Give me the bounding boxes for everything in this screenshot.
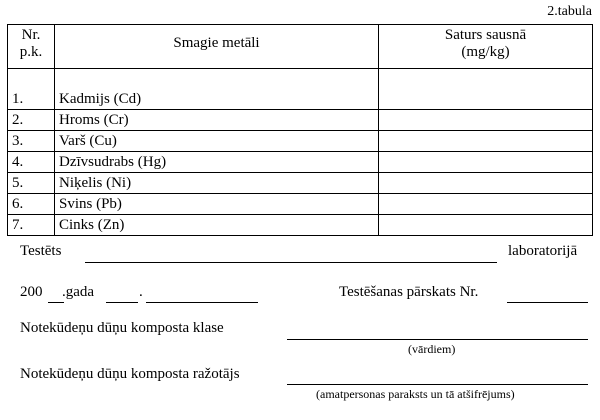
row-value-cell[interactable] (379, 152, 593, 173)
laboratory-name-field[interactable] (85, 262, 497, 263)
row-value-cell[interactable] (379, 194, 593, 215)
day-field[interactable] (106, 302, 138, 303)
table-row (8, 131, 593, 152)
header-metals-label: Smagie metāli (173, 35, 260, 51)
row-metal: Kadmijs (Cd) (55, 69, 379, 110)
header-metals (55, 25, 379, 69)
row-nr: 7. (8, 215, 55, 236)
row-value-cell[interactable] (379, 69, 593, 110)
class-note: (vārdiem) (408, 342, 456, 356)
date-gada: .gada (62, 284, 95, 300)
producer-label: Notekūdeņu dūņu komposta ražotājs (20, 366, 240, 382)
tested-label: Testēts (20, 243, 62, 259)
year-field[interactable] (48, 302, 64, 303)
row-metal: Cinks (Zn) (55, 215, 379, 236)
date-prefix: 200 (20, 284, 43, 300)
row-nr: 4. (8, 152, 55, 173)
row-metal: Varš (Cu) (55, 131, 379, 152)
table-row (8, 152, 593, 173)
table-header-row (8, 25, 593, 69)
header-nr-line1: Nr. (21, 27, 41, 43)
table-row (8, 173, 593, 194)
month-field[interactable] (146, 302, 258, 303)
row-nr: 1. (8, 69, 55, 110)
row-value-cell[interactable] (379, 110, 593, 131)
heavy-metals-table (7, 24, 593, 236)
producer-signature-field[interactable] (287, 384, 588, 385)
date-dot: . (139, 284, 143, 300)
header-content-line1: Saturs sausnā (444, 27, 527, 43)
report-label: Testēšanas pārskats Nr. (339, 284, 479, 300)
row-nr: 5. (8, 173, 55, 194)
row-nr: 2. (8, 110, 55, 131)
table-caption: 2.tabula (547, 4, 592, 19)
header-nr-line2: p.k. (19, 44, 43, 60)
class-field[interactable] (287, 339, 588, 340)
row-nr: 3. (8, 131, 55, 152)
row-metal: Niķelis (Ni) (55, 173, 379, 194)
header-content (379, 25, 593, 69)
row-nr: 6. (8, 194, 55, 215)
row-metal: Hroms (Cr) (55, 110, 379, 131)
row-metal: Svins (Pb) (55, 194, 379, 215)
class-label: Notekūdeņu dūņu komposta klase (20, 320, 224, 336)
producer-note: (amatpersonas paraksts un tā atšifrējums) (316, 387, 515, 401)
row-value-cell[interactable] (379, 215, 593, 236)
table-row (8, 69, 593, 110)
table-row (8, 110, 593, 131)
table-row (8, 194, 593, 215)
laboratory-label: laboratorijā (508, 243, 578, 259)
header-nr (8, 25, 55, 69)
row-value-cell[interactable] (379, 173, 593, 194)
row-value-cell[interactable] (379, 131, 593, 152)
report-number-field[interactable] (507, 302, 588, 303)
row-metal: Dzīvsudrabs (Hg) (55, 152, 379, 173)
table-row (8, 215, 593, 236)
header-content-line2: (mg/kg) (461, 44, 510, 60)
